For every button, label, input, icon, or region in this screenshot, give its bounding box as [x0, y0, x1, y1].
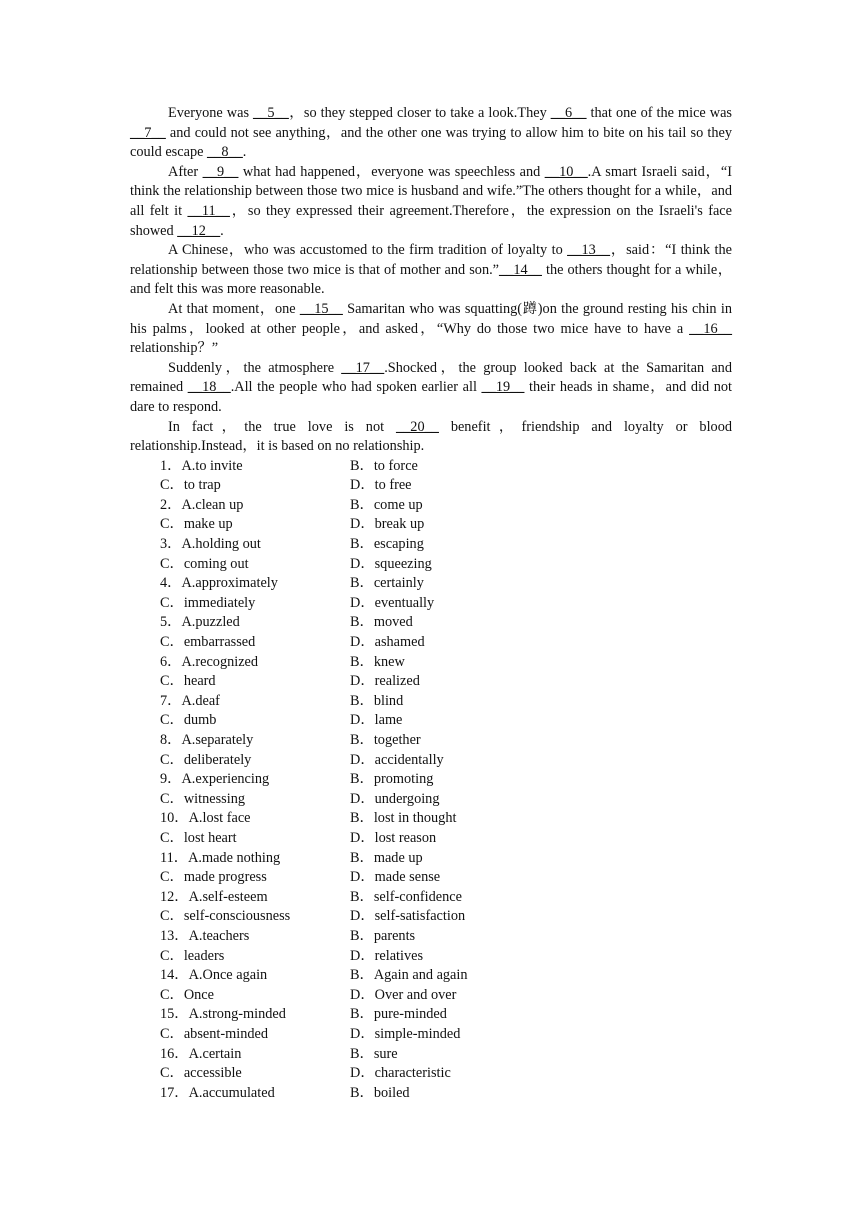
answer-blank: __9__ [202, 163, 239, 180]
option-row [130, 555, 732, 575]
option-left: 4．A.approximately [160, 575, 278, 592]
passage-paragraph [130, 418, 736, 457]
option-row [130, 907, 732, 927]
option-right: D．squeezing [350, 555, 432, 572]
answer-blank: __8__ [207, 144, 243, 161]
answer-blank: __18__ [187, 379, 231, 396]
answer-blank: __11__ [187, 202, 230, 219]
answer-blank: __20__ [396, 418, 439, 435]
option-row [130, 496, 732, 516]
option-right: D．undergoing [350, 790, 440, 807]
passage-paragraph [130, 104, 736, 163]
answer-blank: __14__ [499, 261, 542, 278]
passage-text: . [242, 144, 247, 161]
answer-blank: __5__ [253, 105, 289, 121]
options-list [130, 457, 732, 1104]
option-left: 13．A.teachers [160, 927, 250, 944]
answer-blank: __13__ [567, 242, 611, 259]
passage-text: relationship？” [130, 320, 736, 357]
option-row [130, 751, 732, 771]
option-right: D．realized [350, 673, 420, 690]
passage-text: Everyone was [168, 105, 254, 121]
answer-blank: __7__ [130, 124, 166, 141]
option-right: B．lost in thought [350, 810, 457, 827]
passage-text: the others thought for a while，and felt this was more reasonable. [130, 261, 732, 298]
option-left: 10．A.lost face [160, 810, 251, 827]
option-right: B．certainly [350, 575, 424, 592]
option-left: 1．A.to invite [160, 457, 243, 474]
option-left: 14．A.Once again [160, 967, 268, 984]
option-right: D．eventually [350, 594, 435, 611]
option-row [130, 653, 732, 673]
option-row [130, 692, 732, 712]
option-row [130, 574, 732, 594]
answer-blank: __10__ [544, 163, 588, 180]
option-left: C．coming out [160, 555, 249, 572]
option-left: 2．A.clean up [160, 496, 244, 513]
option-right: B．promoting [350, 771, 434, 788]
option-right: D．made sense [350, 869, 441, 886]
option-left: 17．A.accumulated [160, 1084, 275, 1101]
option-row [130, 1064, 732, 1084]
option-row [130, 476, 732, 496]
passage-text: ，so they stepped closer to take a look.They [288, 105, 551, 121]
passage-text: ，so they expressed their agreement.Therefore，the expression on the Israeli's face showed [130, 202, 736, 239]
option-right: D．ashamed [350, 634, 425, 651]
option-left: C．heard [160, 673, 216, 690]
passage-text: . [220, 222, 224, 239]
option-row [130, 594, 732, 614]
option-left: C．to trap [160, 477, 221, 494]
option-right: B．boiled [350, 1084, 410, 1101]
answer-blank: __6__ [550, 105, 587, 121]
option-row [130, 515, 732, 535]
option-row [130, 966, 732, 986]
option-right: D．lost reason [350, 829, 437, 846]
option-row [130, 790, 732, 810]
option-row [130, 868, 732, 888]
option-left: 8．A.separately [160, 732, 254, 748]
option-row [130, 613, 732, 633]
passage-text: At that moment，one [168, 300, 300, 317]
option-left: C．self-consciousness [160, 908, 291, 925]
option-right: B．escaping [350, 536, 424, 553]
passage-text: .Shocked，the group looked back at the Samaritan and remained [130, 359, 736, 396]
option-right: B．together [350, 732, 421, 748]
option-right: D．simple-minded [350, 1025, 461, 1042]
option-row [130, 1084, 732, 1104]
passage-text: In fact，the true love is not [168, 418, 396, 435]
option-row [130, 535, 732, 555]
option-row [130, 770, 732, 790]
passage-text: benefit，friendship and loyalty or blood relationship.Instead，it is based on no relationship. [130, 418, 736, 455]
document-page [130, 104, 736, 1103]
option-row [130, 672, 732, 692]
option-row [130, 457, 732, 477]
passage-text: that one of the mice was [586, 105, 736, 121]
option-row [130, 927, 732, 947]
option-left: 7．A.deaf [160, 692, 220, 709]
passage-text: ，said：“I think the relationship between those two mice is that of mother and son.” [130, 242, 736, 278]
option-left: C．deliberately [160, 751, 252, 768]
option-right: B．blind [350, 692, 404, 709]
option-left: 3．A.holding out [160, 536, 261, 553]
option-right: B．to force [350, 457, 418, 474]
answer-blank: __19__ [481, 379, 525, 396]
option-right: D．accidentally [350, 751, 444, 768]
passage-text: what had happened，everyone was speechless and [238, 163, 545, 180]
option-left: 16．A.certain [160, 1045, 242, 1062]
passage-paragraph [130, 300, 736, 359]
option-right: B．knew [350, 653, 405, 670]
option-right: D．relatives [350, 947, 424, 964]
option-right: B．moved [350, 614, 413, 631]
option-row [130, 711, 732, 731]
option-left: 11．A.made nothing [160, 849, 281, 866]
option-left: 12．A.self-esteem [160, 888, 268, 905]
option-right: B．come up [350, 496, 423, 513]
option-left: C．witnessing [160, 790, 245, 807]
option-left: 5．A.puzzled [160, 614, 240, 631]
passage-text: Samaritan who was squatting(蹲)on the ground resting his chin in his palms，looked at other people，and asked，“Why do those two mice have to have a [130, 300, 736, 337]
option-right: B．made up [350, 849, 423, 866]
option-right: D．Over and over [350, 986, 457, 1003]
option-right: D．self-satisfaction [350, 908, 466, 925]
option-left: C．made progress [160, 869, 267, 886]
answer-blank: __16__ [689, 320, 732, 337]
option-right: B．Again and again [350, 967, 468, 984]
option-left: C．leaders [160, 947, 225, 964]
option-row [130, 986, 732, 1006]
answer-blank: __17__ [341, 359, 385, 376]
option-row [130, 1005, 732, 1025]
passage-paragraph [130, 359, 736, 418]
option-right: B．self-confidence [350, 888, 462, 905]
option-right: B．pure-minded [350, 1006, 447, 1023]
option-row [130, 809, 732, 829]
option-right: D．lame [350, 712, 403, 729]
option-left: C．dumb [160, 712, 217, 729]
option-right: D．break up [350, 516, 425, 533]
answer-blank: __12__ [177, 222, 221, 239]
option-left: 6．A.recognized [160, 653, 259, 670]
option-left: C．immediately [160, 594, 256, 611]
passage-text: and could not see anything，and the other one was trying to allow him to bite on his tail so they could escape [130, 124, 736, 161]
option-row [130, 1045, 732, 1065]
option-row [130, 633, 732, 653]
passage-paragraph [130, 163, 736, 241]
passage-text: their heads in shame，and did not dare to respond. [130, 379, 736, 415]
option-right: B．parents [350, 927, 416, 944]
option-left: C．lost heart [160, 829, 237, 846]
option-left: C．Once [160, 986, 214, 1003]
option-left: 15．A.strong-minded [160, 1006, 286, 1023]
passage-text: Suddenly，the atmosphere [168, 359, 342, 376]
option-left: 9．A.experiencing [160, 771, 270, 788]
option-row [130, 947, 732, 967]
passage-paragraph [130, 241, 736, 300]
cloze-passage [130, 104, 736, 457]
passage-text: A Chinese，who was accustomed to the firm tradition of loyalty to [168, 242, 568, 259]
option-row [130, 829, 732, 849]
passage-text: .All the people who had spoken earlier all [230, 379, 482, 396]
option-left: C．absent-minded [160, 1025, 269, 1042]
option-row [130, 849, 732, 869]
passage-text: .A smart Israeli said，“I think the relationship between those two mice is husband and wife.”The others thought for a while，and all felt it [130, 163, 736, 219]
option-row [130, 888, 732, 908]
answer-blank: __15__ [299, 300, 343, 317]
option-left: C．make up [160, 516, 233, 533]
option-right: B．sure [350, 1045, 398, 1062]
option-right: D．characteristic [350, 1065, 451, 1082]
option-left: C．embarrassed [160, 634, 256, 651]
option-row [130, 731, 732, 751]
option-row [130, 1025, 732, 1045]
option-right: D．to free [350, 477, 412, 494]
passage-text: After [168, 163, 203, 180]
option-left: C．accessible [160, 1065, 242, 1082]
